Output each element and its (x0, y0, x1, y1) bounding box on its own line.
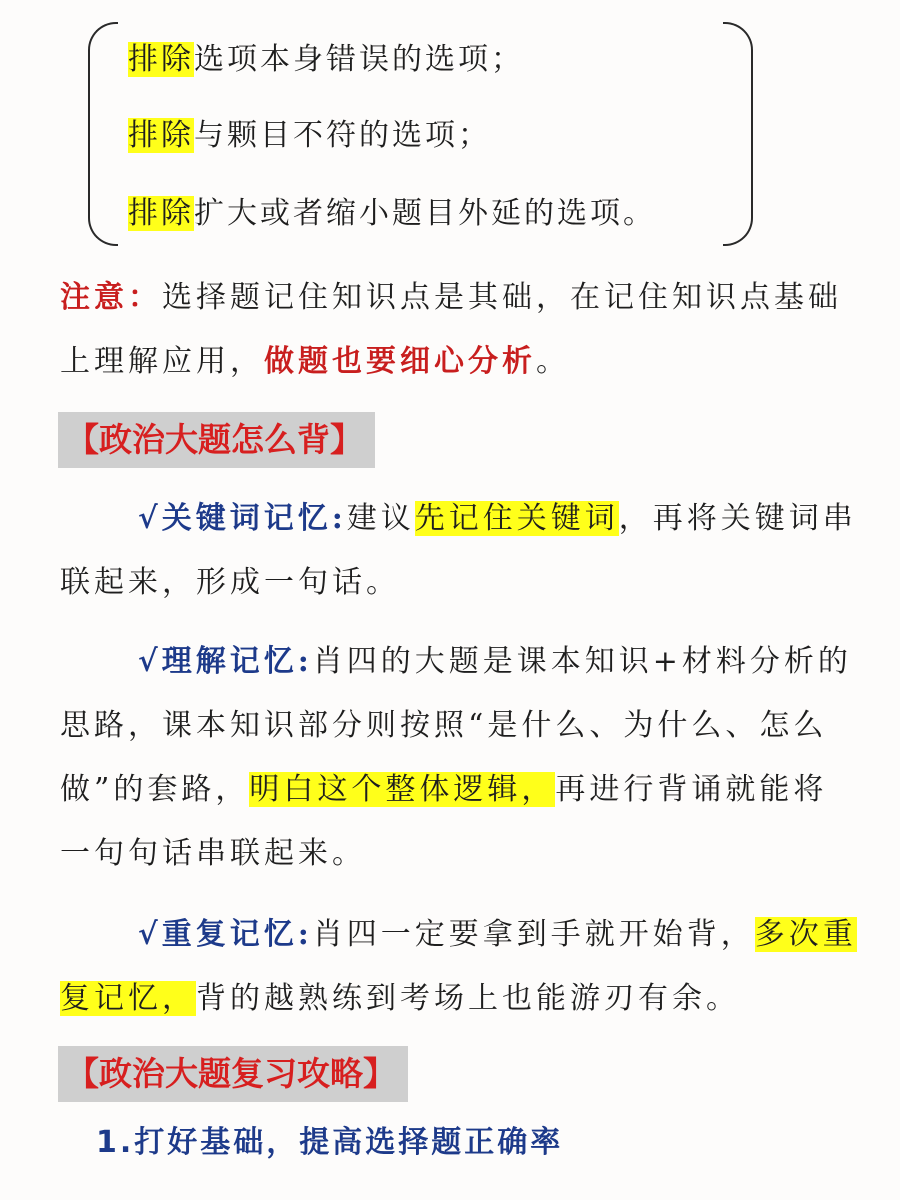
tip-text: ，再将关键词串联起来，形成一句话。 (60, 501, 857, 600)
tip-text: 肖四的大题是课本知识+材料分析的思路，课本知识部分则按照“是什么、为什么、怎么做”的套路， (60, 644, 852, 807)
item-text: 打好基础，提高选择题正确率 (134, 1125, 564, 1160)
tip-highlight: 先记住关键词 (414, 501, 619, 536)
rule-text: 选项本身错误的选项； (194, 42, 524, 77)
tip-repetition-memory (60, 903, 860, 1031)
exclusion-rule (128, 114, 491, 158)
check-icon: √ (138, 501, 162, 536)
tip-text: 背的越熟练到考场上也能游刃有余。 (196, 981, 740, 1016)
tip-keyword-memory (60, 487, 860, 615)
rule-keyword: 排除 (128, 118, 194, 153)
left-bracket (88, 22, 118, 246)
tip-label: 理解记忆: (161, 644, 313, 679)
note-emphasis: 做题也要细心分析 (264, 344, 536, 379)
tip-text: 再进行背诵就能将一句句话串联起来。 (60, 772, 828, 871)
tip-label: 关键词记忆: (161, 501, 347, 536)
note-end: 。 (536, 344, 570, 379)
exclusion-rule (128, 192, 656, 236)
right-bracket (723, 22, 753, 246)
note-label: 注意： (60, 280, 162, 315)
check-icon: √ (138, 917, 162, 952)
section-heading-how-to-memorize: 【政治大题怎么背】 (58, 412, 375, 468)
item-number: 1. (96, 1125, 135, 1160)
note-paragraph (60, 266, 860, 394)
rule-keyword: 排除 (128, 42, 194, 77)
exclusion-rule (128, 38, 524, 82)
note-text: 选择题记住知识点是其础，在记住知识点基础上理解应用， (60, 280, 842, 379)
tip-highlight: 多次重复记忆， (60, 917, 857, 1016)
rule-text: 扩大或者缩小题目外延的选项。 (194, 196, 656, 231)
section-heading-review-strategy: 【政治大题复习攻略】 (58, 1046, 408, 1102)
rule-text: 与颗目不符的选项； (194, 118, 491, 153)
tip-text: 建议 (346, 501, 415, 536)
check-icon: √ (138, 644, 162, 679)
tip-label: 重复记忆: (161, 917, 313, 952)
exclusion-rules-box (88, 22, 753, 244)
tip-understanding-memory (60, 630, 860, 886)
tip-highlight: 明白这个整体逻辑， (249, 772, 556, 807)
tip-text: 肖四一定要拿到手就开始背， (312, 917, 755, 952)
review-item-heading (96, 1118, 563, 1168)
rule-keyword: 排除 (128, 196, 194, 231)
